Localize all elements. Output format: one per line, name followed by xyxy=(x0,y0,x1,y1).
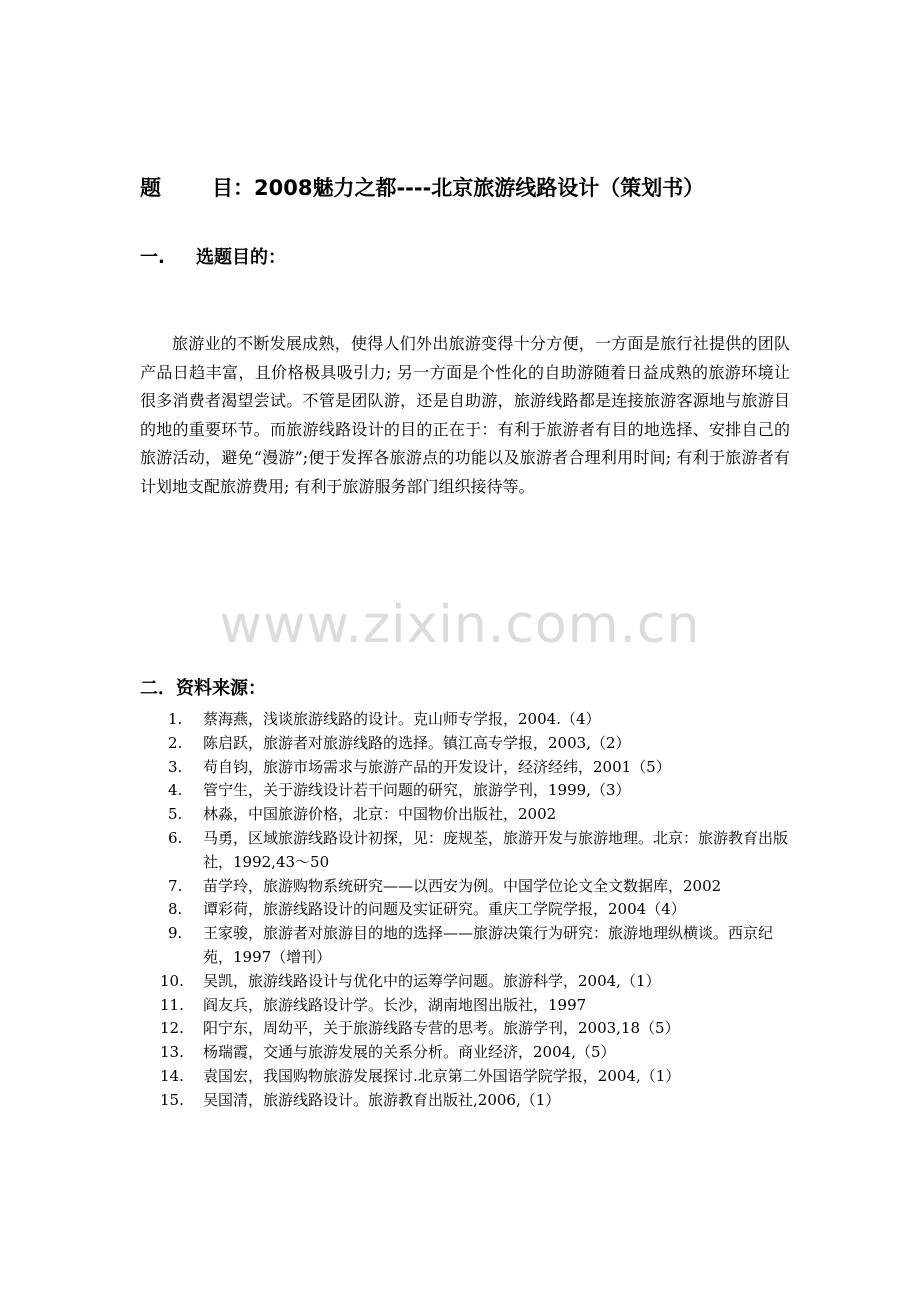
reference-text: 袁国宏，我国购物旅游发展探讨.北京第二外国语学院学报，2004,（1） xyxy=(203,1066,681,1085)
reference-text: 陈启跃，旅游者对旅游线路的选择。镇江高专学报，2003,（2） xyxy=(203,733,631,752)
reference-number: 1. xyxy=(168,710,183,728)
section-number: 一. xyxy=(140,247,165,268)
title-label-char: 题 xyxy=(140,176,161,200)
reference-text: 蔡海燕，浅谈旅游线路的设计。克山师专学报，2004.（4） xyxy=(203,710,601,728)
reference-number: 2. xyxy=(168,733,183,752)
reference-number: 15. xyxy=(160,1090,184,1109)
reference-text: 管宁生，关于游线设计若干问题的研究，旅游学刊，1999,（3） xyxy=(203,781,631,800)
reference-item xyxy=(160,708,800,732)
reference-item xyxy=(160,922,800,970)
reference-item xyxy=(160,1041,800,1065)
reference-item xyxy=(160,1089,800,1113)
reference-item xyxy=(160,732,800,756)
reference-number: 9. xyxy=(168,924,183,943)
reference-number: 10. xyxy=(160,971,184,990)
reference-item xyxy=(160,779,800,803)
reference-number: 4. xyxy=(168,781,183,800)
section-heading-sources: 二．资料来源： xyxy=(140,678,266,699)
reference-text: 阳宁东，周幼平，关于旅游线路专营的思考。旅游学刊，2003,18（5） xyxy=(203,1019,680,1038)
reference-text: 王家骏，旅游者对旅游目的地的选择——旅游决策行为研究：旅游地理纵横谈。西京纪苑，1997（增刊） xyxy=(203,924,774,966)
title-text: 目：2008魅力之都----北京旅游线路设计（策划书） xyxy=(212,176,705,200)
reference-number: 7. xyxy=(168,876,183,895)
reference-text: 吴国清，旅游线路设计。旅游教育出版社,2006,（1） xyxy=(203,1090,561,1109)
reference-number: 13. xyxy=(160,1043,184,1062)
reference-text: 谭彩荷，旅游线路设计的问题及实证研究。重庆工学院学报，2004（4） xyxy=(203,900,686,919)
section-heading-text: 选题目的： xyxy=(196,247,286,268)
reference-number: 14. xyxy=(160,1066,184,1085)
reference-number: 5. xyxy=(168,805,183,824)
reference-item xyxy=(160,1065,800,1089)
reference-item xyxy=(160,875,800,899)
reference-item xyxy=(160,803,800,827)
watermark: www.zixin.com.cn xyxy=(219,595,701,655)
reference-item xyxy=(160,898,800,922)
reference-text: 苟自钧，旅游市场需求与旅游产品的开发设计，经济经纬，2001（5） xyxy=(203,757,671,776)
document-title xyxy=(140,172,704,202)
reference-item xyxy=(160,970,800,994)
reference-item xyxy=(160,994,800,1018)
reference-text: 苗学玲，旅游购物系统研究——以西安为例。中国学位论文全文数据库，2002 xyxy=(203,876,722,895)
reference-number: 8. xyxy=(168,900,183,919)
reference-list xyxy=(160,708,800,1113)
reference-text: 杨瑞霞，交通与旅游发展的关系分析。商业经济，2004,（5） xyxy=(203,1043,616,1062)
reference-number: 12. xyxy=(160,1019,184,1038)
section-heading-purpose xyxy=(140,243,286,269)
purpose-paragraph: 旅游业的不断发展成熟，使得人们外出旅游变得十分方便，一方面是旅行社提供的团队产品日趋丰富，且价格极具吸引力; 另一方面是个性化的自助游随着日益成熟的旅游环境让很多消费者渴望尝试。不管是团队游，还是自助游，旅游线路都是连接旅游客源地与旅游目的地的重要环节。而旅游线路设计的目的正在于：有利于旅游者有目的地选择、安排自己的旅游活动，避免“漫游”;便于发挥各旅游点的功能以及旅游者合理利用时间; 有利于旅游者有计划地支配旅游费用; 有利于旅游服务部门组织接待等。 xyxy=(140,334,790,496)
reference-item xyxy=(160,827,800,875)
reference-text: 阎友兵，旅游线路设计学。长沙，湖南地图出版社，1997 xyxy=(203,995,587,1014)
reference-item xyxy=(160,1017,800,1041)
reference-text: 林淼，中国旅游价格，北京：中国物价出版社，2002 xyxy=(203,805,557,824)
reference-number: 6. xyxy=(168,828,183,847)
reference-text: 吴凯，旅游线路设计与优化中的运筹学问题。旅游科学，2004,（1） xyxy=(203,971,661,990)
reference-text: 马勇，区域旅游线路设计初探，见：庞规荃，旅游开发与旅游地理。北京：旅游教育出版社，1992,43～50 xyxy=(203,828,789,871)
reference-item xyxy=(160,756,800,780)
reference-number: 11. xyxy=(160,995,184,1014)
reference-number: 3. xyxy=(168,757,183,776)
purpose-paragraph-block xyxy=(140,330,790,502)
